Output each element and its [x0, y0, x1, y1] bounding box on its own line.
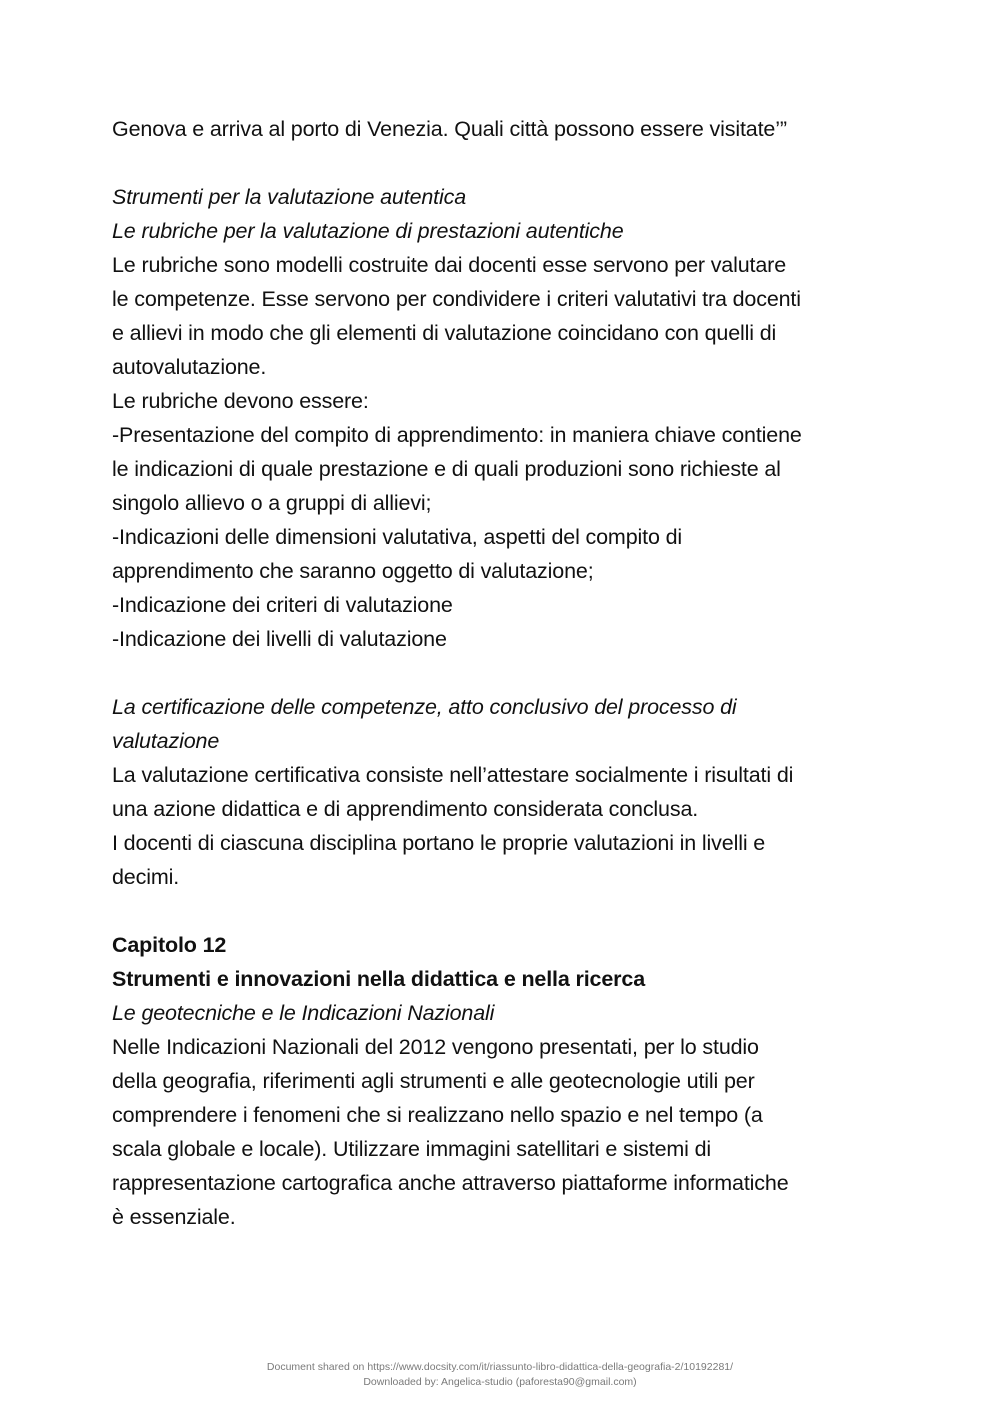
text-line: apprendimento che saranno oggetto di valutazione;	[112, 559, 594, 583]
text-line: autovalutazione.	[112, 355, 267, 379]
blank-line	[112, 146, 902, 180]
document-body	[112, 112, 902, 1234]
chapter-title: Strumenti e innovazioni nella didattica e nella ricerca	[112, 967, 645, 991]
text-line: singolo allievo o a gruppi di allievi;	[112, 491, 432, 515]
list-item: -Indicazioni delle dimensioni valutativa, aspetti del compito di	[112, 525, 683, 549]
list-item: -Presentazione del compito di apprendimento: in maniera chiave contiene	[112, 423, 802, 447]
text-line: I docenti di ciascuna disciplina portano le proprie valutazioni in livelli e	[112, 831, 766, 855]
text-line: Genova e arriva al porto di Venezia. Quali città possono essere visitate’”	[112, 117, 787, 141]
section-heading: valutazione	[112, 729, 220, 753]
text-line: e allievi in modo che gli elementi di valutazione coincidano con quelli di	[112, 321, 777, 345]
footer-downloaded-by: Downloaded by: Angelica-studio (paforesta90@gmail.com)	[363, 1376, 637, 1388]
list-item: -Indicazione dei criteri di valutazione	[112, 593, 453, 617]
section-heading: La certificazione delle competenze, atto conclusivo del processo di	[112, 695, 737, 719]
text-line: le indicazioni di quale prestazione e di quali produzioni sono richieste al	[112, 457, 781, 481]
text-line: le competenze. Esse servono per condividere i criteri valutativi tra docenti	[112, 287, 801, 311]
blank-line	[112, 656, 902, 690]
subsection-heading: Le rubriche per la valutazione di prestazioni autentiche	[112, 219, 624, 243]
text-line: scala globale e locale). Utilizzare immagini satellitari e sistemi di	[112, 1137, 712, 1161]
page-footer	[0, 1360, 1000, 1390]
text-line: è essenziale.	[112, 1205, 236, 1229]
text-line: decimi.	[112, 865, 180, 889]
section-heading: Strumenti per la valutazione autentica	[112, 185, 467, 209]
section-heading: Le geotecniche e le Indicazioni Nazionali	[112, 1001, 495, 1025]
text-line: La valutazione certificativa consiste nell’attestare socialmente i risultati di	[112, 763, 794, 787]
footer-shared-url: Document shared on https://www.docsity.com/it/riassunto-libro-didattica-della-geografia-2/10192281/	[266, 1361, 734, 1373]
chapter-number: Capitolo 12	[112, 933, 227, 957]
list-item: -Indicazione dei livelli di valutazione	[112, 627, 447, 651]
text-line: Nelle Indicazioni Nazionali del 2012 vengono presentati, per lo studio	[112, 1035, 759, 1059]
text-line: Le rubriche sono modelli costruite dai docenti esse servono per valutare	[112, 253, 786, 277]
blank-line	[112, 894, 902, 928]
text-line: rappresentazione cartografica anche attraverso piattaforme informatiche	[112, 1171, 789, 1195]
text-line: Le rubriche devono essere:	[112, 389, 369, 413]
text-line: comprendere i fenomeni che si realizzano nello spazio e nel tempo (a	[112, 1103, 763, 1127]
text-line: della geografia, riferimenti agli strumenti e alle geotecnologie utili per	[112, 1069, 755, 1093]
text-line: una azione didattica e di apprendimento considerata conclusa.	[112, 797, 699, 821]
